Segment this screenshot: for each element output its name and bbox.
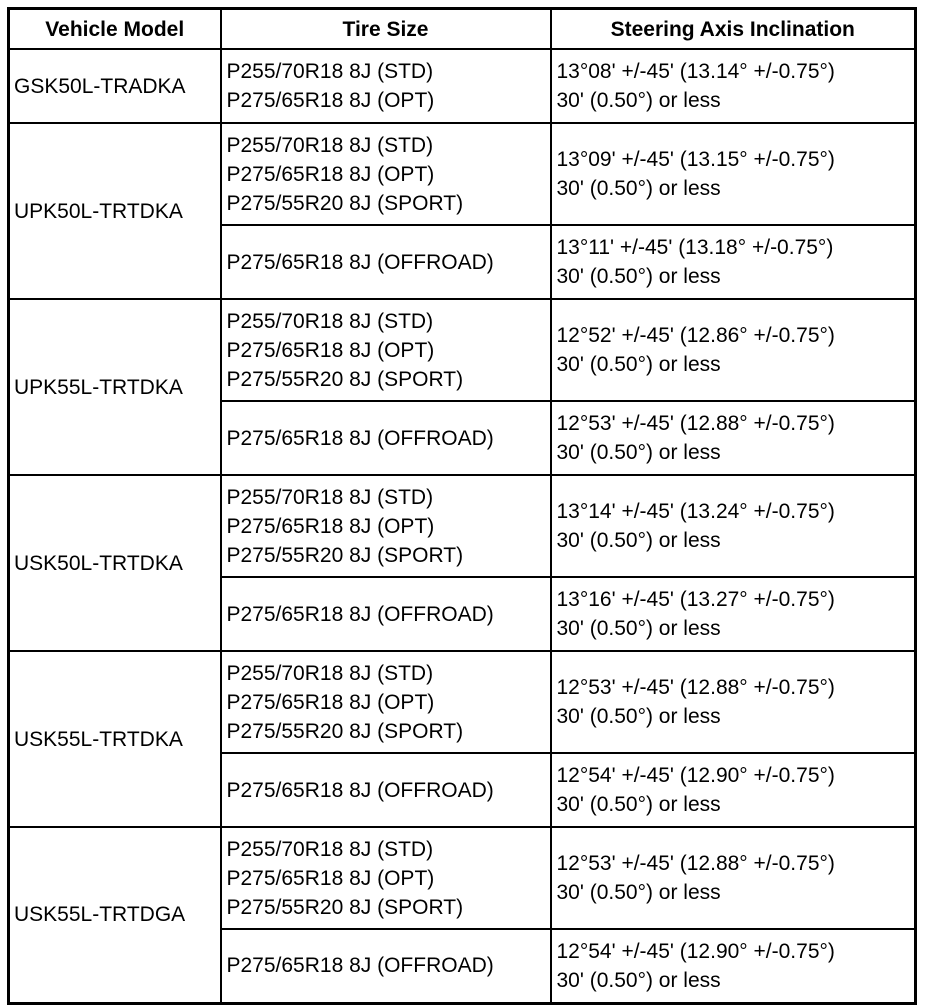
inclination-value: 12°53' +/-45' (12.88° +/-0.75°) [556, 676, 835, 699]
inclination-difference: 30' (0.50°) or less [556, 968, 721, 992]
vehicle-model-cell: USK55L-TRTDKA [9, 651, 221, 827]
tire-size-line: P275/55R20 8J (SPORT) [226, 543, 464, 567]
tire-size-line: P275/55R20 8J (SPORT) [226, 367, 464, 391]
table-row [9, 123, 916, 225]
tire-size-line: P255/70R18 8J (STD) [226, 309, 434, 333]
tire-size-line: P275/65R18 8J (OPT) [226, 514, 435, 538]
tire-size-cell [221, 401, 551, 475]
tire-size-cell [221, 225, 551, 299]
tire-size-line: P255/70R18 8J (STD) [226, 837, 434, 861]
inclination-value: 12°53' +/-45' (12.88° +/-0.75°) [556, 852, 835, 875]
table-body [9, 49, 916, 1003]
steering-axis-inclination-cell [551, 753, 916, 827]
inclination-difference: 30' (0.50°) or less [556, 881, 721, 904]
steering-axis-inclination-cell [551, 827, 916, 929]
inclination-difference: 30' (0.50°) or less [556, 265, 721, 288]
tire-size-line: P275/65R18 8J (OFFROAD) [226, 426, 494, 450]
inclination-difference: 30' (0.50°) or less [556, 793, 721, 816]
inclination-value: 12°54' +/-45' (12.90° +/-0.75°) [556, 764, 835, 787]
tire-size-cell [221, 577, 551, 651]
steering-axis-inclination-cell [551, 929, 916, 1003]
inclination-value: 12°52' +/-45' (12.86° +/-0.75°) [556, 324, 835, 347]
tire-size-line: P275/65R18 8J (OFFROAD) [226, 954, 494, 978]
inclination-difference: 30' (0.50°) or less [556, 177, 721, 200]
tire-size-cell [221, 49, 551, 123]
tire-size-line: P275/65R18 8J (OPT) [226, 338, 435, 362]
steering-axis-inclination-cell [551, 225, 916, 299]
steering-axis-inclination-cell [551, 475, 916, 577]
inclination-value: 13°08' +/-45' (13.14° +/-0.75°) [556, 60, 835, 83]
inclination-value: 13°09' +/-45' (13.15° +/-0.75°) [556, 148, 835, 171]
inclination-difference: 30' (0.50°) or less [556, 441, 721, 464]
vehicle-model-cell: UPK50L-TRTDKA [9, 123, 221, 299]
inclination-value: 12°53' +/-45' (12.88° +/-0.75°) [556, 412, 835, 435]
tire-size-line: P275/55R20 8J (SPORT) [226, 895, 464, 919]
steering-axis-inclination-cell [551, 401, 916, 475]
inclination-difference: 30' (0.50°) or less [556, 353, 721, 376]
header-steering-axis-inclination: Steering Axis Inclination [551, 9, 916, 50]
steering-axis-inclination-cell [551, 123, 916, 225]
tire-size-cell [221, 651, 551, 753]
header-tire-size: Tire Size [221, 9, 551, 50]
tire-size-cell [221, 827, 551, 929]
tire-size-line: P255/70R18 8J (STD) [226, 60, 434, 83]
table-row [9, 827, 916, 929]
inclination-difference: 30' (0.50°) or less [556, 529, 721, 552]
steering-axis-inclination-cell [551, 299, 916, 401]
header-vehicle-model: Vehicle Model [9, 9, 221, 50]
vehicle-model-cell: GSK50L-TRADKA [9, 49, 221, 123]
tire-size-line: P275/65R18 8J (OFFROAD) [226, 250, 494, 274]
inclination-difference: 30' (0.50°) or less [556, 705, 721, 728]
vehicle-model-cell: UPK55L-TRTDKA [9, 299, 221, 475]
tire-size-line: P275/65R18 8J (OPT) [226, 162, 435, 186]
tire-size-line: P275/65R18 8J (OPT) [226, 690, 435, 714]
steering-axis-inclination-cell [551, 49, 916, 123]
tire-size-line: P255/70R18 8J (STD) [226, 661, 434, 685]
vehicle-model-cell: USK50L-TRTDKA [9, 475, 221, 651]
inclination-value: 13°14' +/-45' (13.24° +/-0.75°) [556, 500, 835, 523]
tire-size-line: P275/65R18 8J (OFFROAD) [226, 602, 494, 626]
steering-axis-inclination-table [7, 7, 917, 1005]
tire-size-line: P255/70R18 8J (STD) [226, 133, 434, 157]
vehicle-model-cell: USK55L-TRTDGA [9, 827, 221, 1003]
tire-size-cell [221, 299, 551, 401]
tire-size-line: P275/55R20 8J (SPORT) [226, 191, 464, 215]
tire-size-cell [221, 475, 551, 577]
tire-size-line: P255/70R18 8J (STD) [226, 485, 434, 509]
inclination-value: 13°11' +/-45' (13.18° +/-0.75°) [556, 236, 834, 259]
inclination-value: 12°54' +/-45' (12.90° +/-0.75°) [556, 939, 835, 963]
tire-size-cell [221, 123, 551, 225]
tire-size-line: P275/65R18 8J (OPT) [226, 89, 435, 112]
table-row [9, 651, 916, 753]
tire-size-line: P275/65R18 8J (OFFROAD) [226, 778, 494, 802]
steering-axis-inclination-cell [551, 651, 916, 753]
tire-size-line: P275/55R20 8J (SPORT) [226, 719, 464, 743]
steering-axis-inclination-cell [551, 577, 916, 651]
tire-size-cell [221, 929, 551, 1003]
tire-size-cell [221, 753, 551, 827]
header-row [9, 9, 916, 50]
table-row [9, 49, 916, 123]
inclination-difference: 30' (0.50°) or less [556, 89, 721, 112]
tire-size-line: P275/65R18 8J (OPT) [226, 866, 435, 890]
inclination-difference: 30' (0.50°) or less [556, 617, 721, 640]
inclination-value: 13°16' +/-45' (13.27° +/-0.75°) [556, 588, 835, 611]
table-row [9, 475, 916, 577]
table-row [9, 299, 916, 401]
